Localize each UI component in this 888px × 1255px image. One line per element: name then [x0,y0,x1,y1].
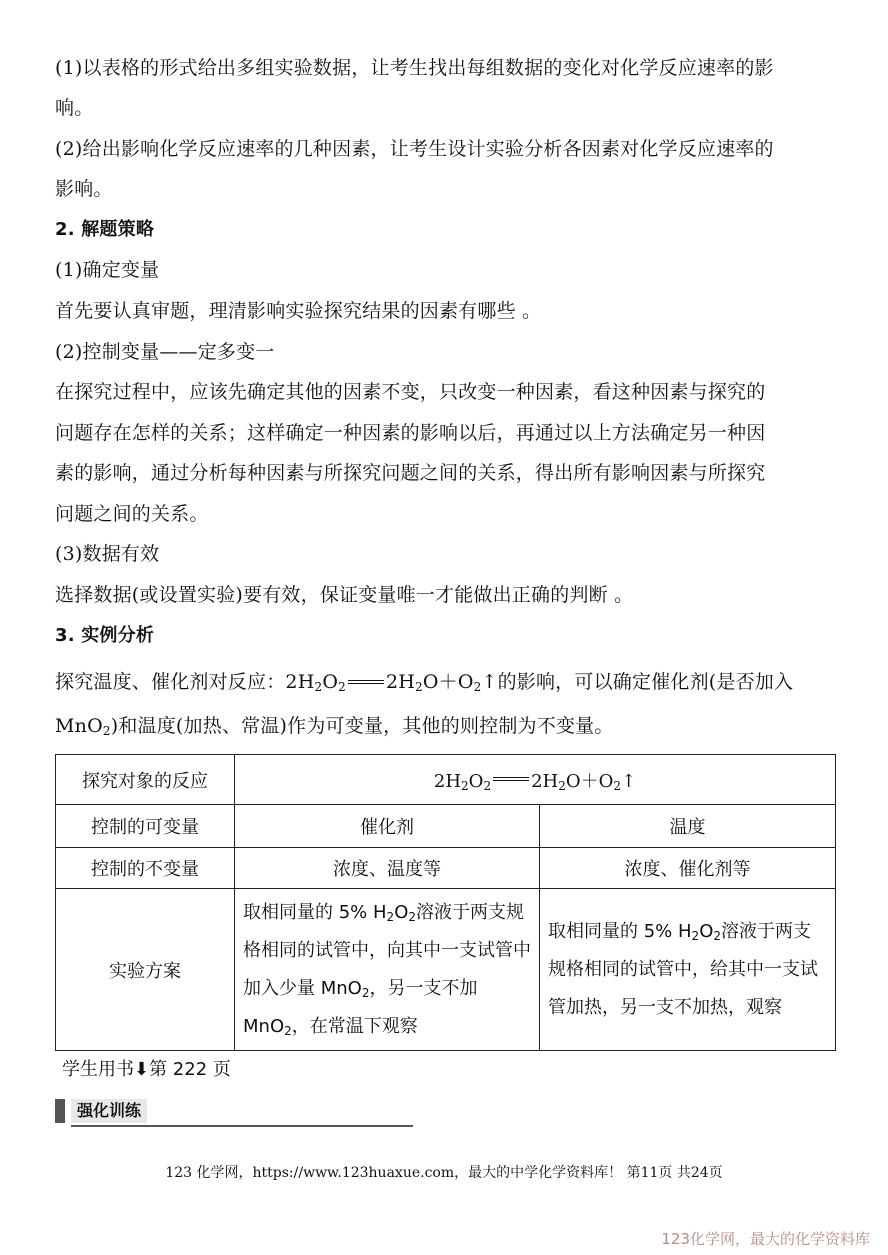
text: O [699,920,714,942]
subscript: 2 [691,928,700,943]
text: 2H [433,770,462,792]
table-row [56,755,836,805]
example-line [55,714,614,738]
table-cell: 催化剂 [235,805,540,848]
text: O [394,901,409,923]
subscript: 2 [713,928,721,943]
paragraph-line: 首先要认真审题，理清影响实验探究结果的因素有哪些 。 [55,300,542,322]
text: ↑的影响，可以确定催化剂(是否加入 [481,671,794,693]
page-reference: 学生用书⬇第 222 页 [62,1059,231,1080]
subheading: (2)控制变量——定多变一 [55,341,275,363]
subscript: 2 [408,909,416,924]
subscript: 2 [338,680,346,694]
paragraph-line: 在探究过程中，应该先确定其他的因素不变，只改变一种因素，看这种因素与探究的 [55,381,766,403]
paragraph-line: 响。 [55,97,94,119]
table-cell [235,889,540,1051]
subscript: 2 [613,778,622,793]
text: ↑ [621,770,637,792]
section-bar-title: 强化训练 [71,1099,147,1123]
table-cell [540,889,836,1051]
divider [71,1125,413,1127]
text: 溶液于两支规格相同的试管中，向其中一支试管中加入少量 MnO [243,901,531,999]
subscript: 2 [386,909,395,924]
table-cell: 控制的不变量 [56,848,235,889]
table-cell: 浓度、催化剂等 [540,848,836,889]
text: 2H [531,770,559,792]
text: 取相同量的 5% H [548,920,692,942]
paragraph-line: (1)以表格的形式给出多组实验数据，让考生找出每组数据的变化对化学反应速率的影 [55,57,774,79]
paragraph-line: (2)给出影响化学反应速率的几种因素，让考生设计实验分析各因素对化学反应速率的 [55,138,774,160]
bar-marker [55,1099,65,1123]
section-heading: 2. 解题策略 [55,219,155,240]
subscript: 2 [415,680,423,694]
subheading: (1)确定变量 [55,259,160,281]
subscript: 2 [461,778,469,793]
text: 2H [385,671,415,693]
table-cell: 浓度、温度等 [235,848,540,889]
section-heading: 3. 实例分析 [55,625,155,646]
equals-sign [491,767,531,791]
text: )和温度(加热、常温)作为可变量，其他的则控制为不变量。 [110,715,614,737]
table-cell: 实验方案 [56,889,235,1051]
subscript: 2 [361,985,370,1000]
paragraph-line: 选择数据(或设置实验)要有效，保证变量唯一才能做出正确的判断 。 [55,584,634,606]
paragraph-line: 问题存在怎样的关系；这样确定一种因素的影响以后，再通过以上方法确定另一种因 [55,422,766,444]
equals-sign [346,670,386,694]
text: 探究温度、催化剂对反应：2H [55,671,315,693]
table-cell: 探究对象的反应 [56,755,235,805]
table-row [56,848,836,889]
subheading: (3)数据有效 [55,543,160,565]
table-cell [235,755,836,805]
table-row [56,889,836,1051]
paragraph-line: 影响。 [55,178,113,200]
text: 溶液于两支规格相同的试管中，给其中一支试管加热，另一支不加热，观察 [548,920,818,1018]
watermark: 123化学网，最大的化学资料库 [661,1230,870,1248]
subscript: 2 [102,724,111,738]
table-cell: 温度 [540,805,836,848]
text: O＋O [422,671,474,693]
text: ，另一支不加 MnO [243,977,478,1037]
subscript: 2 [483,778,492,793]
subscript: 2 [473,680,482,694]
section-bar [55,1097,413,1127]
experiment-table [55,754,836,1051]
subscript: 2 [558,778,566,793]
text: MnO [55,715,103,737]
text: O [468,770,484,792]
text: ，在常温下观察 [291,1015,418,1037]
text: O＋O [565,770,614,792]
subscript: 2 [284,1023,292,1038]
page-footer: 123 化学网，https://www.123huaxue.com，最大的中学化学资料库！ 第11页 共24页 [165,1165,723,1181]
table-cell: 控制的可变量 [56,805,235,848]
table-row [56,805,836,848]
example-line [55,670,793,694]
subscript: 2 [314,680,323,694]
paragraph-line: 问题之间的关系。 [55,503,209,525]
text: 取相同量的 5% H [243,901,387,923]
text: O [322,671,339,693]
paragraph-line: 素的影响，通过分析每种因素与所探究问题之间的关系，得出所有影响因素与所探究 [55,462,766,484]
